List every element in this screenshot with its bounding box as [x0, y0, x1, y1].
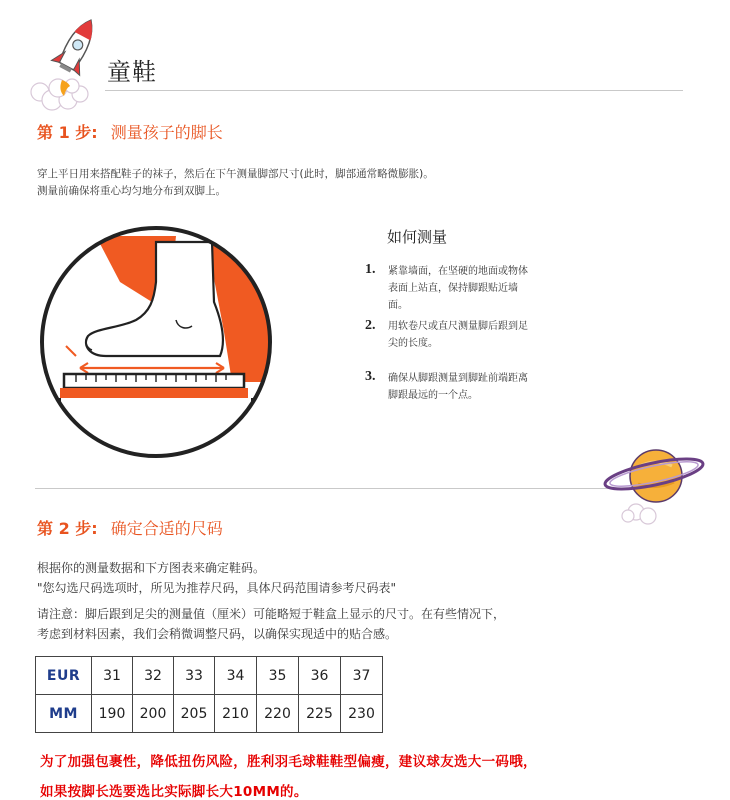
- step2-line: 根据你的测量数据和下方图表来确定鞋码。: [37, 561, 266, 575]
- mm-size-cell: 190: [92, 695, 133, 733]
- step1-line: 穿上平日用来搭配鞋子的袜子，然后在下午测量脚部尺寸(此时，脚部通常略微膨胀)。: [37, 168, 434, 180]
- eur-size-cell: 37: [341, 657, 383, 695]
- table-row-mm: [36, 695, 383, 733]
- howto-item: [388, 318, 528, 352]
- fit-note: 为了加强包裹性，降低扭伤风险，胜利羽毛球鞋鞋型偏瘦，建议球友选大一码哦，: [40, 754, 537, 770]
- step1-heading: [37, 120, 223, 143]
- step2-line: 请注意：脚后跟到足尖的测量值（厘米）可能略短于鞋盒上显示的尺寸。在有些情况下，: [37, 607, 506, 621]
- howto-line: 确保从脚跟测量到脚趾前端距离: [388, 373, 528, 384]
- planet-icon: [600, 436, 706, 526]
- mm-size-cell: 225: [299, 695, 341, 733]
- mm-size-cell: 200: [133, 695, 174, 733]
- step1-line: 测量前确保将重心均匀地分布到双脚上。: [37, 185, 226, 197]
- table-row-eur: [36, 657, 383, 695]
- howto-line: 紧靠墙面，在坚硬的地面或物体: [388, 266, 528, 277]
- eur-label: EUR: [36, 657, 92, 695]
- howto-number: 3.: [365, 369, 376, 384]
- howto-line: 表面上站直，保持脚跟贴近墙: [388, 283, 518, 294]
- mm-size-cell: 210: [215, 695, 257, 733]
- eur-size-cell: 34: [215, 657, 257, 695]
- fit-note: 如果按脚长选要选比实际脚长大10MM的。: [40, 784, 308, 800]
- mm-label: MM: [36, 695, 92, 733]
- step1-title: 测量孩子的脚长: [110, 123, 223, 142]
- mm-size-cell: 220: [257, 695, 299, 733]
- howto-title: 如何测量: [387, 228, 448, 246]
- eur-size-cell: 32: [133, 657, 174, 695]
- eur-size-cell: 35: [257, 657, 299, 695]
- eur-size-cell: 36: [299, 657, 341, 695]
- howto-line: 面。: [388, 300, 408, 311]
- step2-text: [37, 558, 505, 644]
- step2-number: 第 2 步:: [37, 519, 98, 538]
- header-divider: [105, 90, 683, 91]
- eur-size-cell: 31: [92, 657, 133, 695]
- step2-line: "您勾选尺码选项时，所见为推荐尺码，具体尺码范围请参考尺码表": [37, 581, 397, 595]
- howto-line: 尖的长度。: [388, 338, 438, 349]
- step2-line: 考虑到材料因素，我们会稍微调整尺码，以确保实现适中的贴合感。: [37, 627, 398, 641]
- rocket-icon: [22, 12, 108, 112]
- mm-size-cell: 230: [341, 695, 383, 733]
- howto-number: 2.: [365, 318, 376, 333]
- step2-heading: [37, 516, 223, 539]
- step2-title: 确定合适的尺码: [110, 519, 223, 538]
- mm-size-cell: 205: [174, 695, 215, 733]
- step1-text: [37, 166, 434, 200]
- step1-number: 第 1 步:: [37, 123, 98, 142]
- howto-line: 脚跟最远的一个点。: [388, 390, 478, 401]
- section-divider: [35, 488, 625, 489]
- howto-item: [388, 263, 528, 314]
- howto-item: [388, 370, 528, 404]
- page-title: 童鞋: [107, 58, 157, 86]
- eur-size-cell: 33: [174, 657, 215, 695]
- size-table: [35, 656, 383, 733]
- howto-line: 用软卷尺或直尺测量脚后跟到足: [388, 321, 528, 332]
- howto-number: 1.: [365, 262, 376, 277]
- foot-measure-illustration: [36, 222, 276, 462]
